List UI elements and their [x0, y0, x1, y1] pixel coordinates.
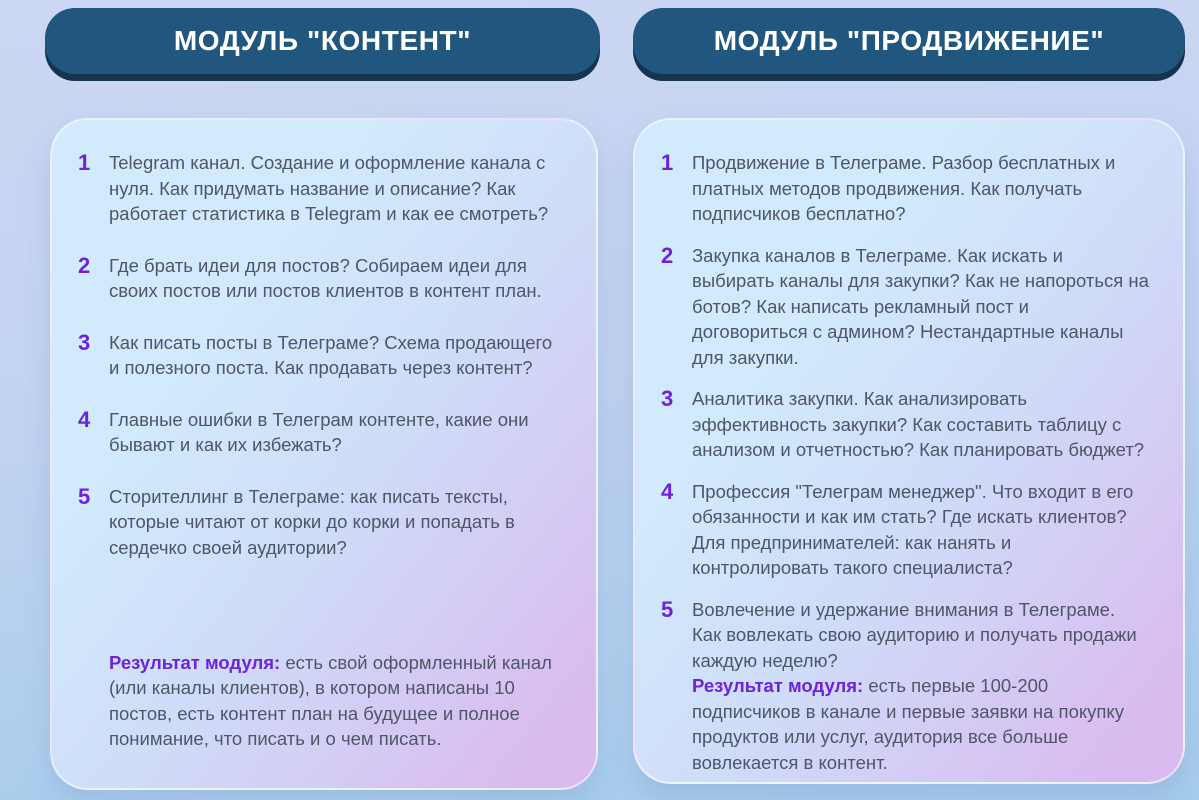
item-number: 4: [78, 406, 91, 432]
list-item: [661, 150, 1149, 227]
item-text: Вовлечение и удержание внимания в Телеграме. Как вовлекать свою аудиторию и получать продажи каждую неделю?: [692, 598, 1137, 671]
item-number: 2: [78, 252, 91, 278]
module-header-promotion: [633, 8, 1185, 74]
module-result-label: Результат модуля:: [109, 651, 281, 673]
list-item: [78, 484, 562, 561]
item-text: Как писать посты в Телеграме? Схема продающего и полезного поста. Как продавать через контент?: [109, 331, 553, 379]
list-item: [78, 150, 562, 227]
module-header-promotion-label: МОДУЛЬ "ПРОДВИЖЕНИЕ": [713, 25, 1105, 56]
item-text: Главные ошибки в Телеграм контенте, какие они бывают и как их избежать?: [109, 408, 529, 456]
item-number: 3: [78, 329, 91, 355]
module-card-content: [50, 118, 598, 790]
item-text: Аналитика закупки. Как анализировать эффективность закупки? Как составить таблицу с анализом и отчетностью? Как планировать бюджет?: [692, 388, 1145, 461]
item-text: Сторителлинг в Телеграме: как писать тексты, которые читают от корки до корки и попадать в сердечко своей аудитории?: [109, 485, 515, 558]
item-number: 5: [78, 483, 91, 509]
module-card-promotion: [633, 118, 1185, 784]
item-number: 4: [661, 478, 674, 504]
list-item: [661, 386, 1149, 463]
module-header-content-label: МОДУЛЬ "КОНТЕНТ": [173, 25, 472, 56]
module-promotion-items: [661, 150, 1149, 673]
item-text: Закупка каналов в Телеграме. Как искать и выбирать каналы для закупки? Как не напороться на ботов? Как написать рекламный пост и договориться с админом? Нестандартные каналы для закупки.: [692, 244, 1149, 368]
list-item: [78, 330, 562, 381]
item-text: Продвижение в Телеграме. Разбор бесплатных и платных методов продвижения. Как получать подписчиков бесплатно?: [692, 152, 1116, 225]
module-result-text: есть первые 100-200 подписчиков в канале и первые заявки на покупку продуктов или услуг, аудитория все больше вовлекается в контент.: [692, 675, 1124, 773]
list-item: [661, 597, 1149, 674]
list-item: [78, 407, 562, 458]
item-text: Telegram канал. Создание и оформление канала с нуля. Как придумать название и описание? Как работает статистика в Telegram и как ее смотреть?: [109, 152, 549, 225]
item-number: 1: [78, 150, 91, 175]
module-content-items: [78, 150, 562, 560]
module-result: [109, 650, 562, 752]
list-item: [661, 243, 1149, 371]
item-text: Где брать идеи для постов? Собираем идеи для своих постов или постов клиентов в контент план.: [109, 254, 542, 302]
item-number: 3: [661, 386, 674, 412]
module-header-content: [45, 8, 600, 74]
module-result-text: есть свой оформленный канал (или каналы клиентов), в котором написаны 10 постов, есть контент план на будущее и полное понимание, что писать и о чем писать.: [109, 651, 552, 750]
list-item: [661, 479, 1149, 581]
item-number: 2: [661, 242, 674, 268]
module-result-label: Результат модуля:: [692, 675, 864, 697]
item-number: 5: [661, 596, 674, 622]
list-item: [78, 253, 562, 304]
item-number: 1: [661, 150, 674, 175]
module-result: [692, 673, 1149, 775]
item-text: Профессия "Телеграм менеджер". Что входит в его обязанности и как им стать? Где искать клиентов? Для предпринимателей: как нанять и контролировать такого специалиста?: [692, 480, 1134, 579]
